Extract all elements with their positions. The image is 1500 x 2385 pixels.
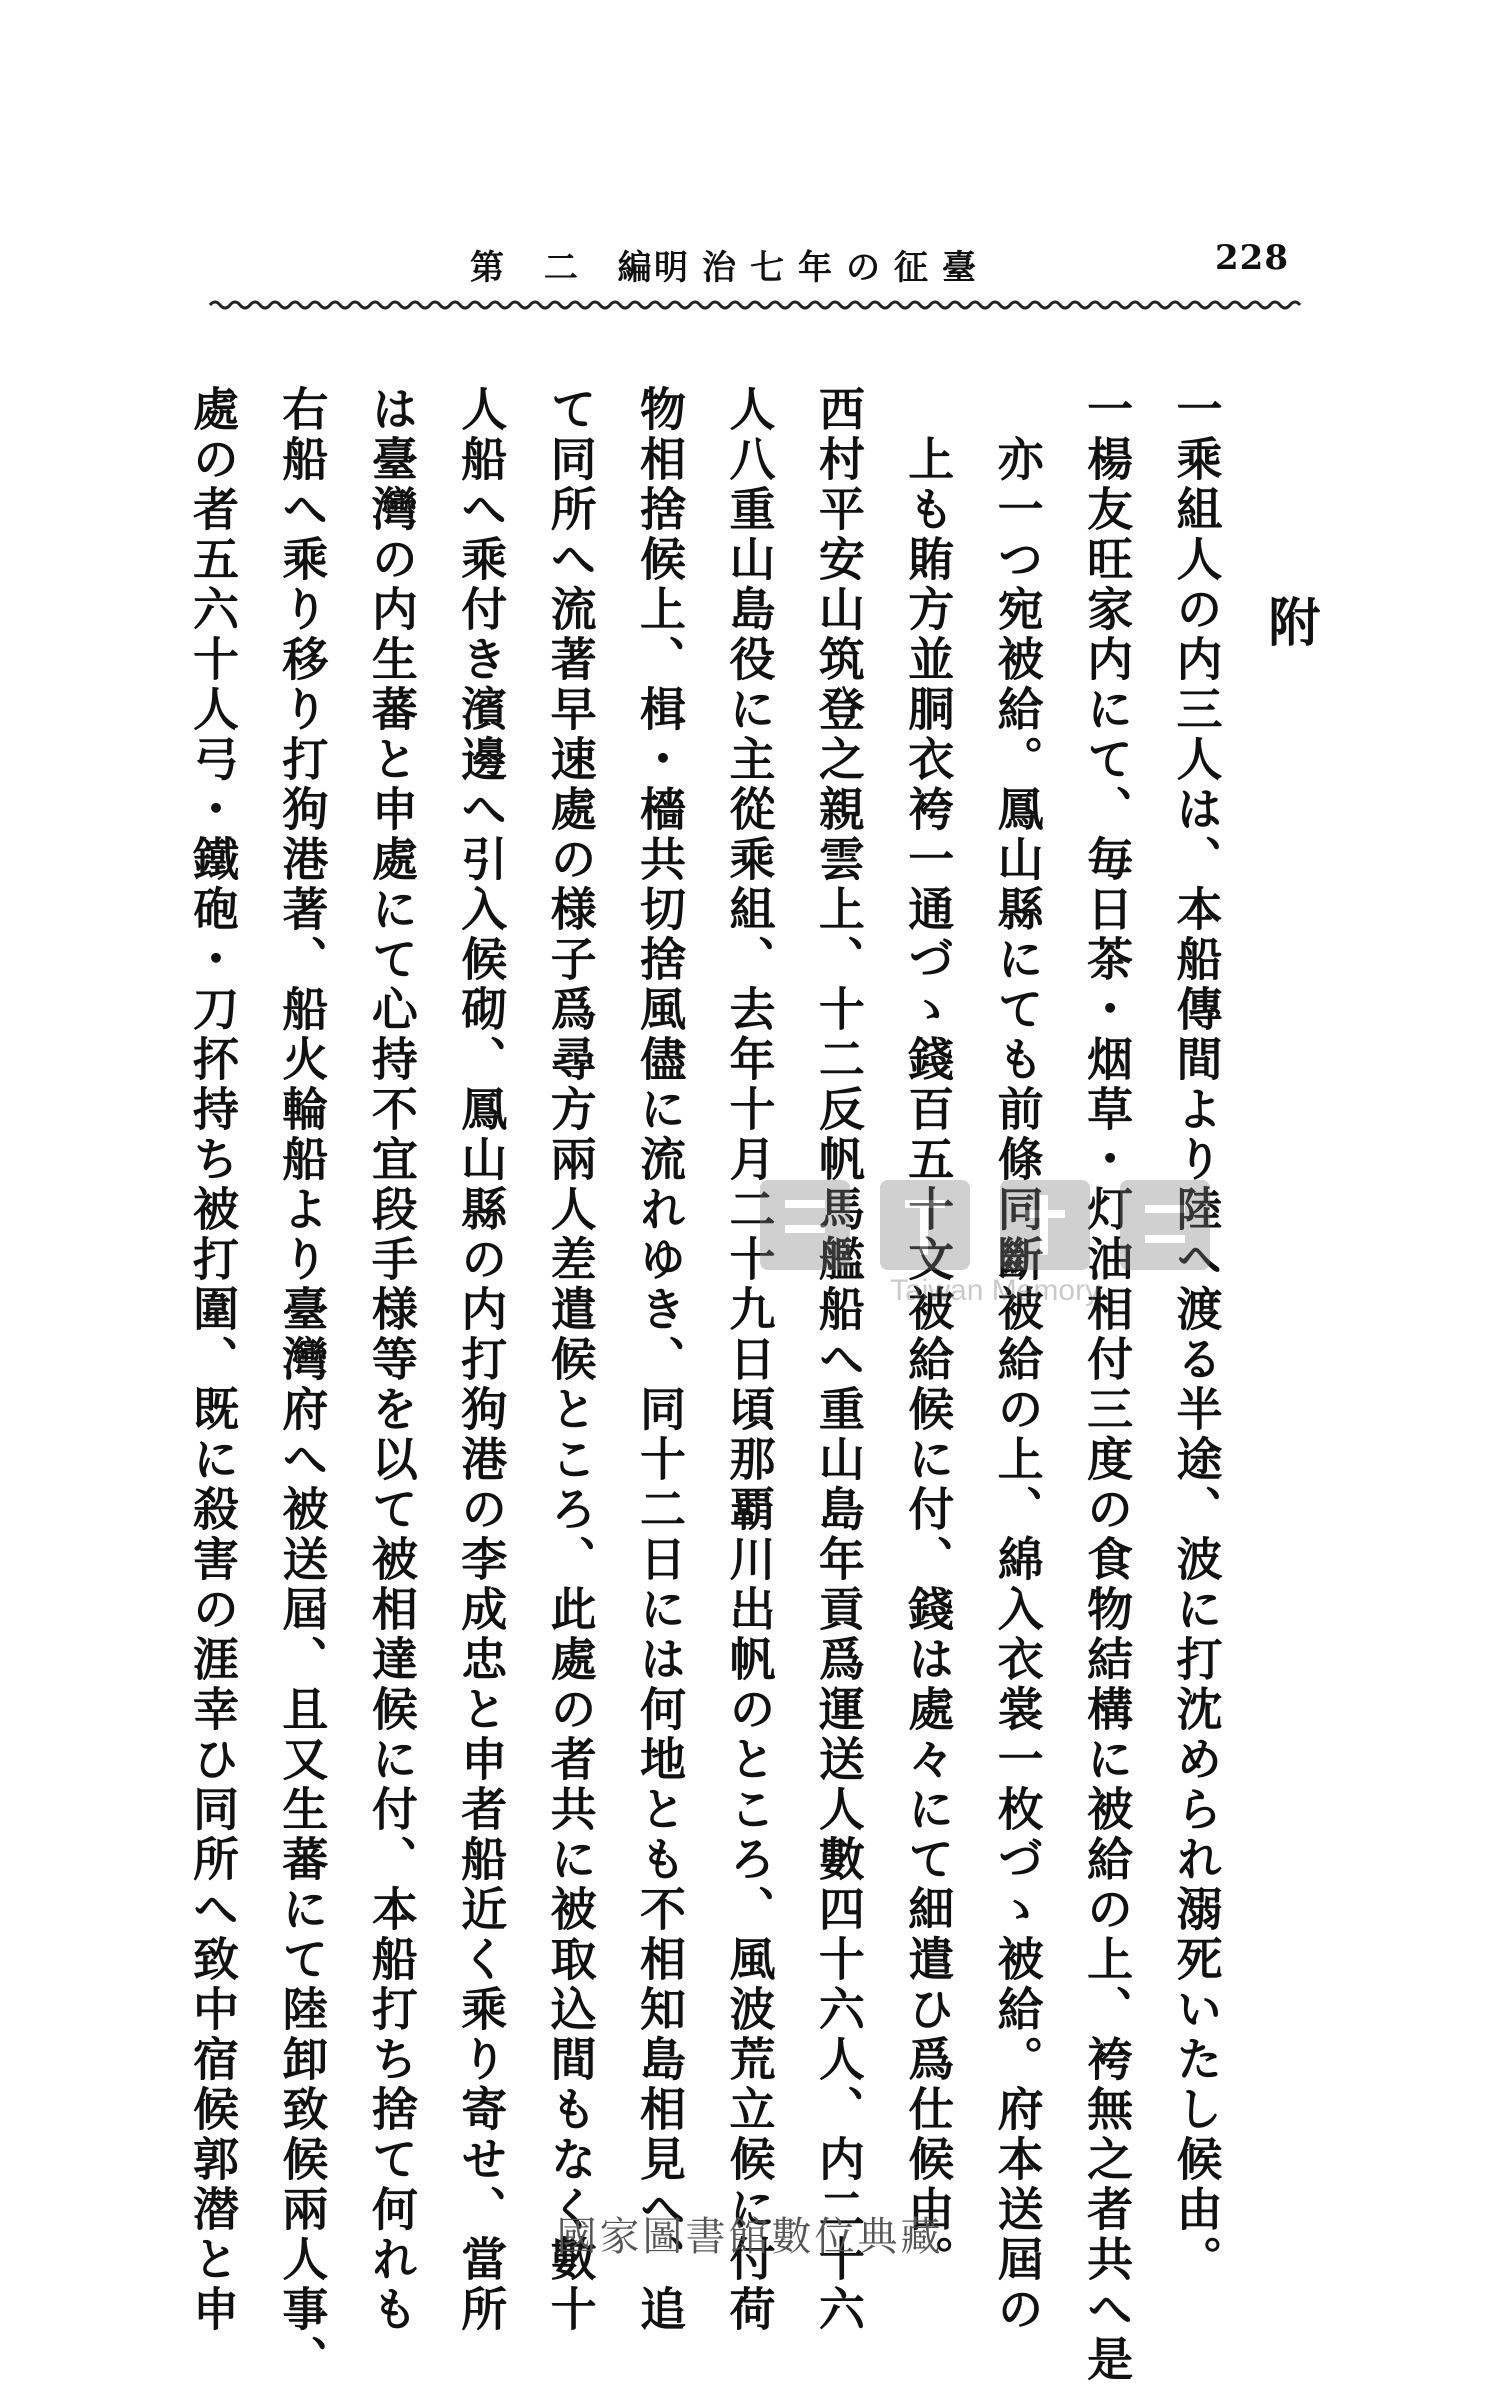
page-number: 228 <box>1215 238 1289 278</box>
svg-text:Taiwan Memory: Taiwan Memory <box>890 1274 1101 1307</box>
library-footer: 國家圖書館數位典藏 <box>556 2214 944 2260</box>
text-column: 人八重山島役に主從乘組、去年十月二十九日頃那覇川出帆のところ、風波荒立候に付荷 <box>722 385 777 2335</box>
text-column: 一楊友旺家内にて、毎日茶・烟草・灯油相付三度の食物結構に被給の上、袴無之者共へ是 <box>1080 385 1135 2385</box>
header-rule <box>210 298 1305 312</box>
running-header <box>470 240 990 288</box>
text-column: 人船へ乘付き濱邊へ引入候砌、鳳山縣の内打狗港の李成忠と申者船近く乘り寄せ、當所 <box>454 385 509 2335</box>
chapter-title: 明治七年の征臺 <box>654 248 990 288</box>
text-column: 西村平安山筑登之親雲上、十二反帆馬艦船へ重山島年貢爲運送人數四十六人、内二十六 <box>811 385 866 2335</box>
text-column: 右船へ乘り移り打狗港著、船火輪船より臺灣府へ被送屆、且又生蕃にて陸卸致候兩人事、 <box>275 385 330 2385</box>
text-column: 物相捨候上、楫・檣共切捨風儘に流れゆき、同十二日には何地とも不相知島相見へ、追 <box>633 385 688 2335</box>
text-column: 一乘組人の内三人は、本船傳間より陸へ渡る半途、波に打沈められ溺死いたし候由。 <box>1169 385 1224 2285</box>
text-column: 上も賄方並胴衣袴一通づゝ錢百五十文被給候に付、錢は處々にて細遣ひ爲仕候由。 <box>901 435 956 2285</box>
text-column: て同所へ流著早速處の様子爲尋方兩人差遣候ところ、此處の者共に被取込間もなく數十 <box>543 385 598 2335</box>
text-column: 亦一つ宛被給。鳳山縣にても前條同斷被給の上、綿入衣裳一枚づゝ被給。府本送屆の <box>990 435 1045 2335</box>
text-column: は臺灣の内生蕃と申處にて心持不宜段手様等を以て被相達候に付、本船打ち捨て何れも <box>364 385 419 2335</box>
part-title: 第 二 編 <box>470 248 666 288</box>
text-column: 處の者五六十人弓・鐵砲・刀抔持ち被打圍、既に殺害の涯幸ひ同所へ致中宿候郭潜と申 <box>186 385 240 2335</box>
section-heading: 附 <box>1258 595 1320 647</box>
